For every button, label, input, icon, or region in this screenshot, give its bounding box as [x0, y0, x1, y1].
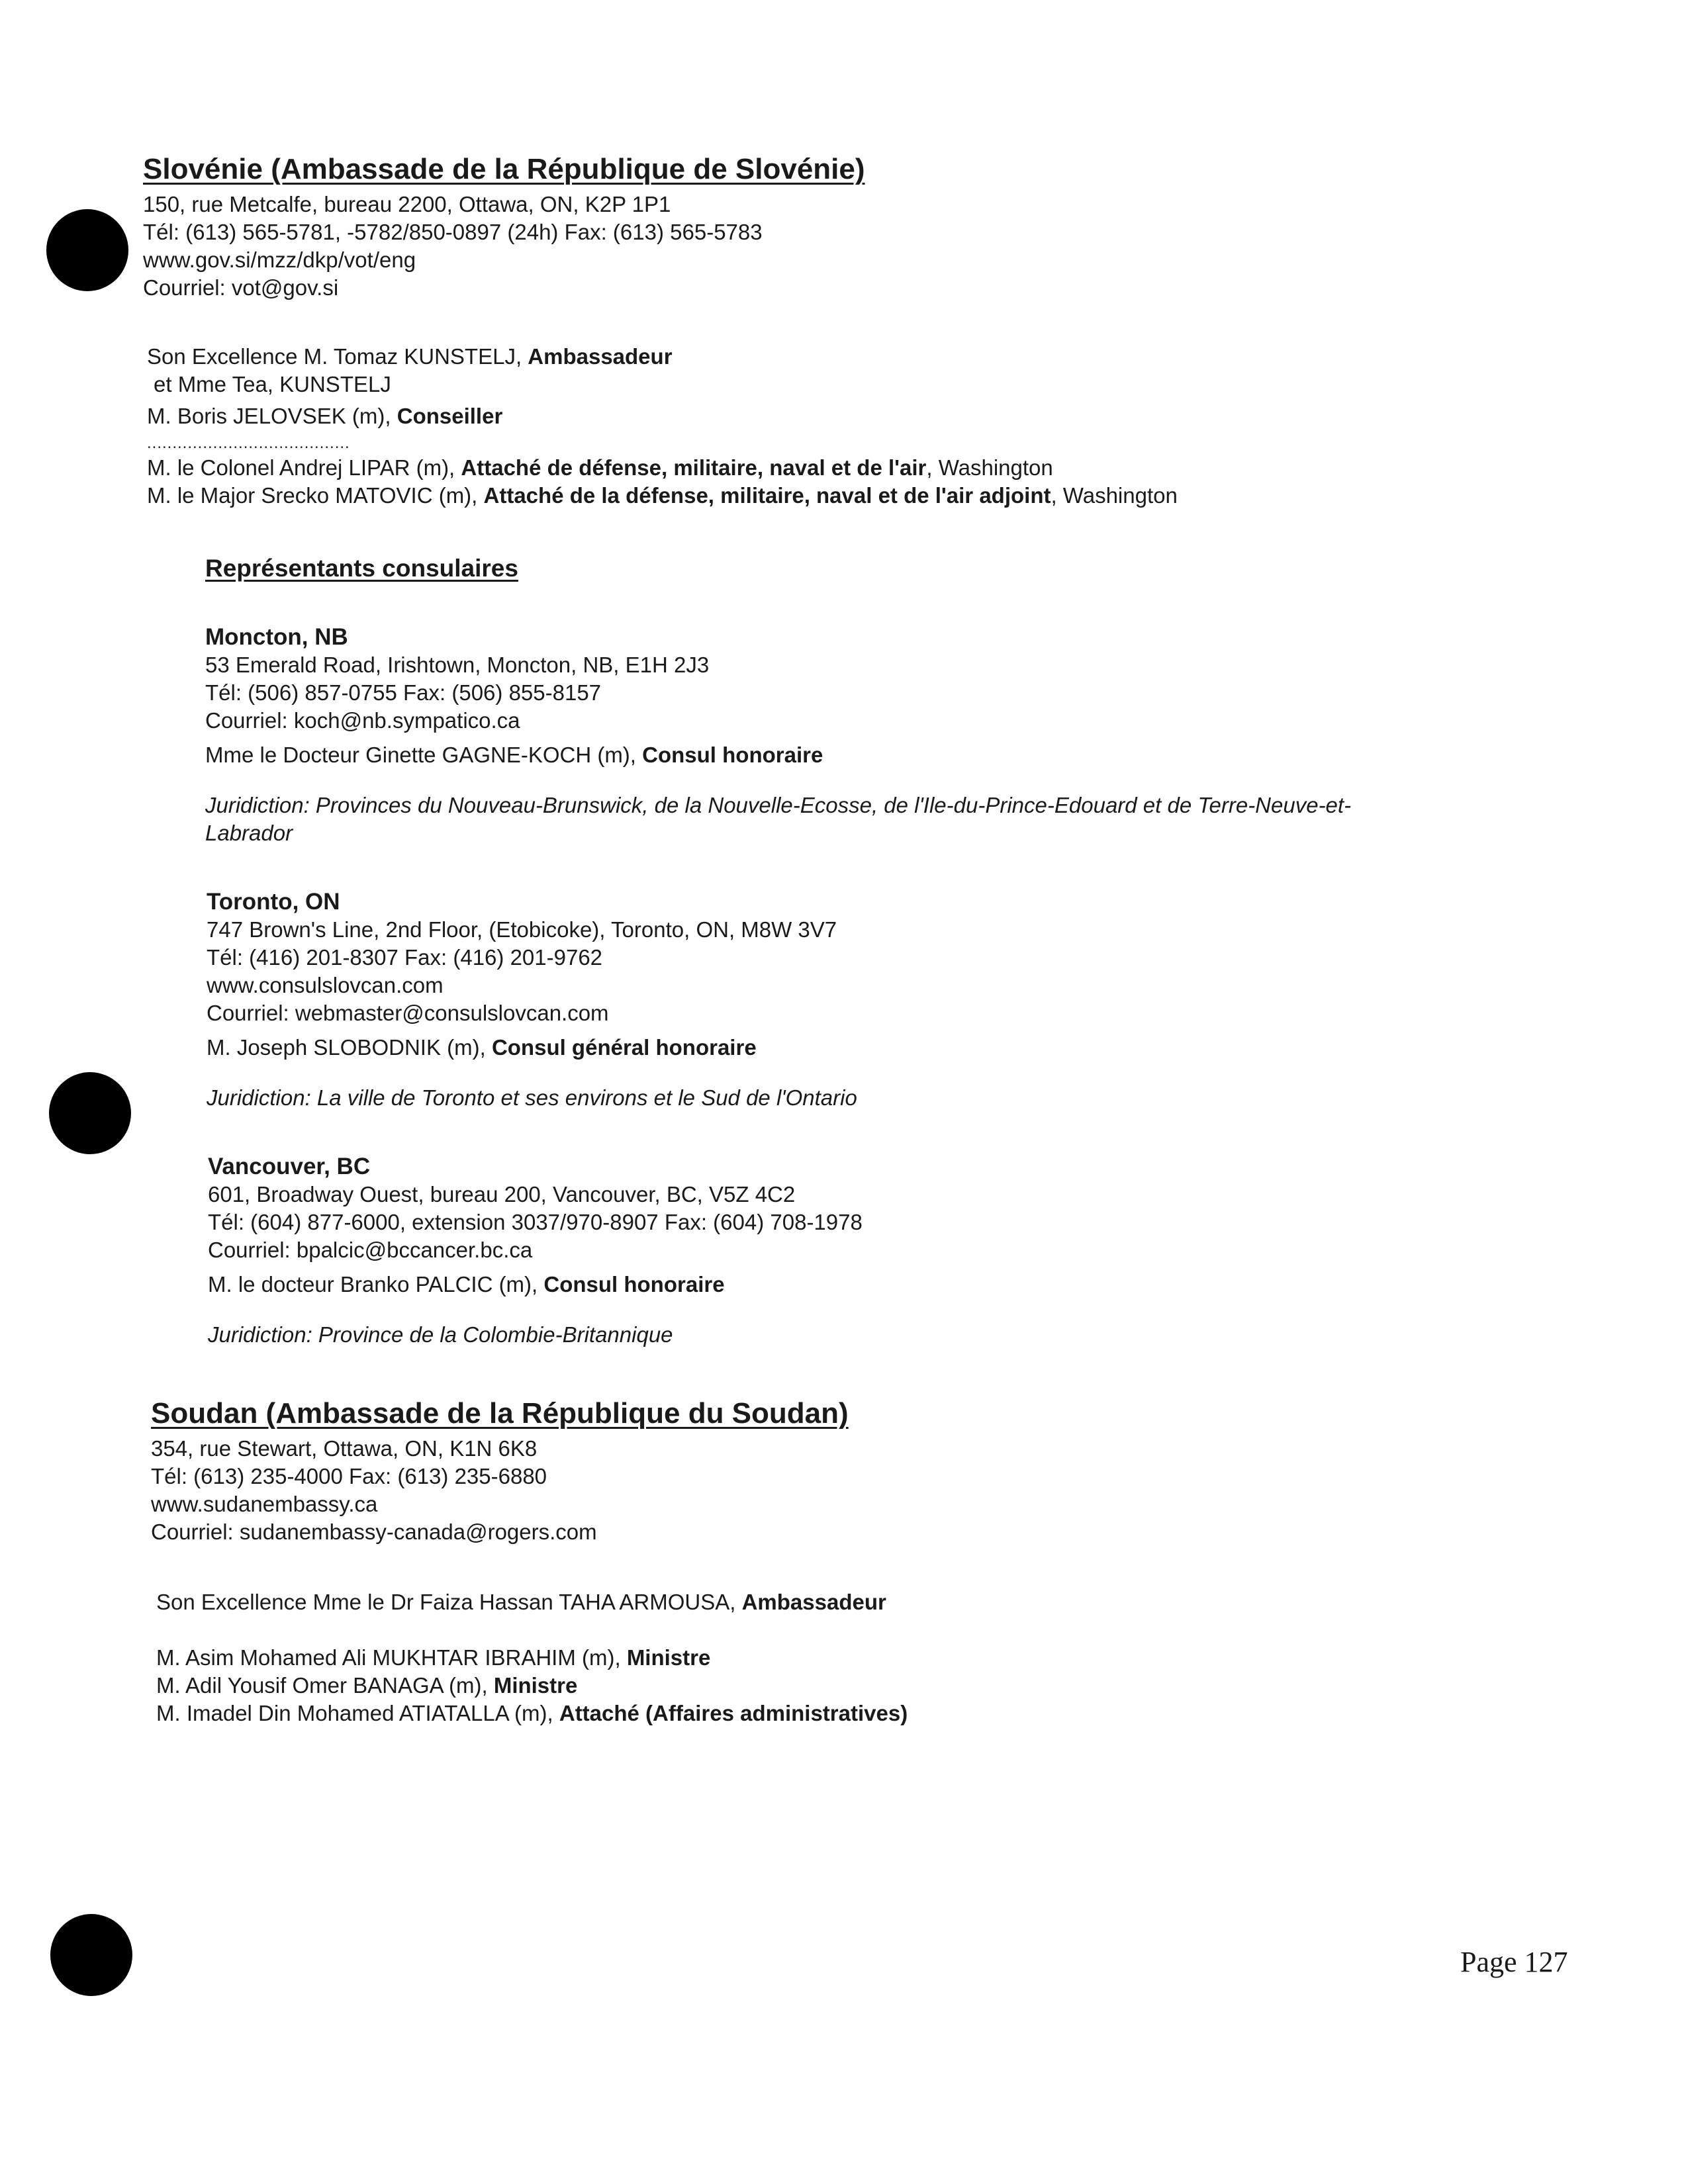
- page-number: Page 127: [1460, 1946, 1568, 1978]
- slovenia-address: 150, rue Metcalfe, bureau 2200, Ottawa, ON, K2P 1P1: [143, 192, 671, 216]
- consul-entry: Mme le Docteur Ginette GAGNE-KOCH (m), Consul honoraire: [205, 743, 823, 767]
- consulate-vancouver: [208, 1153, 863, 1349]
- sudan-address: 354, rue Stewart, Ottawa, ON, K1N 6K8: [151, 1436, 538, 1461]
- punch-hole-top: [46, 209, 128, 291]
- dotted-separator: ........................................: [147, 434, 350, 452]
- sudan-phone: Tél: (613) 235-4000 Fax: (613) 235-6880: [151, 1464, 547, 1488]
- consulate-phone: Tél: (416) 201-8307 Fax: (416) 201-9762: [207, 945, 603, 970]
- consulate-jurisdiction: Juridiction: Province de la Colombie-Britannique: [208, 1322, 673, 1347]
- consulate-city: Moncton, NB: [205, 624, 348, 650]
- consulate-address: 53 Emerald Road, Irishtown, Moncton, NB, E1H 2J3: [205, 653, 710, 677]
- consulate-email: Courriel: koch@nb.sympatico.ca: [205, 708, 520, 733]
- consulate-city: Vancouver, BC: [208, 1154, 371, 1179]
- sudan-email: Courriel: sudanembassy-canada@rogers.com: [151, 1520, 597, 1544]
- staff-entry: Son Excellence M. Tomaz KUNSTELJ, Ambassadeur: [147, 344, 673, 369]
- staff-entry: M. Adil Yousif Omer BANAGA (m), Ministre: [156, 1673, 578, 1698]
- consulate-jurisdiction-continued: Labrador: [205, 821, 293, 845]
- consulate-city: Toronto, ON: [207, 889, 340, 915]
- staff-entry: M. le Major Srecko MATOVIC (m), Attaché de la défense, militaire, naval et de l'air adjoint, Washington: [147, 483, 1178, 508]
- staff-entry: et Mme Tea, KUNSTELJ: [154, 372, 391, 396]
- sudan-staff: [156, 1588, 908, 1727]
- staff-entry: M. Boris JELOVSEK (m), Conseiller: [147, 404, 503, 428]
- slovenia-email: Courriel: vot@gov.si: [143, 275, 339, 300]
- consulate-moncton: [205, 623, 1351, 847]
- consulate-phone: Tél: (506) 857-0755 Fax: (506) 855-8157: [205, 680, 602, 705]
- consul-entry: M. le docteur Branko PALCIC (m), Consul honoraire: [208, 1272, 725, 1297]
- staff-entry: M. Imadel Din Mohamed ATIATALLA (m), Attaché (Affaires administratives): [156, 1701, 908, 1725]
- slovenia-heading: Slovénie (Ambassade de la République de Slovénie): [143, 153, 865, 185]
- slovenia-staff: [147, 343, 1178, 510]
- slovenia-phone: Tél: (613) 565-5781, -5782/850-0897 (24h) Fax: (613) 565-5783: [143, 220, 763, 244]
- sudan-website: www.sudanembassy.ca: [151, 1492, 378, 1516]
- consulate-phone: Tél: (604) 877-6000, extension 3037/970-8907 Fax: (604) 708-1978: [208, 1210, 863, 1234]
- sudan-heading: Soudan (Ambassade de la République du Soudan): [151, 1397, 849, 1430]
- staff-entry: M. Asim Mohamed Ali MUKHTAR IBRAHIM (m), Ministre: [156, 1645, 711, 1670]
- consulate-email: Courriel: bpalcic@bccancer.bc.ca: [208, 1238, 533, 1262]
- consul-entry: M. Joseph SLOBODNIK (m), Consul général honoraire: [207, 1035, 757, 1060]
- staff-entry: M. le Colonel Andrej LIPAR (m), Attaché de défense, militaire, naval et de l'air, Washington: [147, 455, 1053, 480]
- sudan-contact: [151, 1435, 597, 1546]
- slovenia-website: www.gov.si/mzz/dkp/vot/eng: [143, 248, 416, 272]
- consulate-jurisdiction: Juridiction: La ville de Toronto et ses environs et le Sud de l'Ontario: [207, 1085, 857, 1110]
- consulate-address: 601, Broadway Ouest, bureau 200, Vancouver, BC, V5Z 4C2: [208, 1182, 796, 1206]
- slovenia-contact: [143, 191, 763, 302]
- punch-hole-bottom: [50, 1914, 132, 1996]
- consulate-jurisdiction: Juridiction: Provinces du Nouveau-Brunswick, de la Nouvelle-Ecosse, de l'Ile-du-Prince-Edouard et de Terre-Neuve-et-: [205, 793, 1352, 817]
- consulate-address: 747 Brown's Line, 2nd Floor, (Etobicoke), Toronto, ON, M8W 3V7: [207, 917, 837, 942]
- consulate-email: Courriel: webmaster@consulslovcan.com: [207, 1001, 609, 1025]
- consular-heading: Représentants consulaires: [205, 555, 518, 582]
- punch-hole-middle: [49, 1072, 131, 1154]
- staff-entry: Son Excellence Mme le Dr Faiza Hassan TAHA ARMOUSA, Ambassadeur: [156, 1590, 886, 1614]
- consulate-website: www.consulslovcan.com: [207, 973, 444, 997]
- consulate-toronto: [207, 888, 857, 1112]
